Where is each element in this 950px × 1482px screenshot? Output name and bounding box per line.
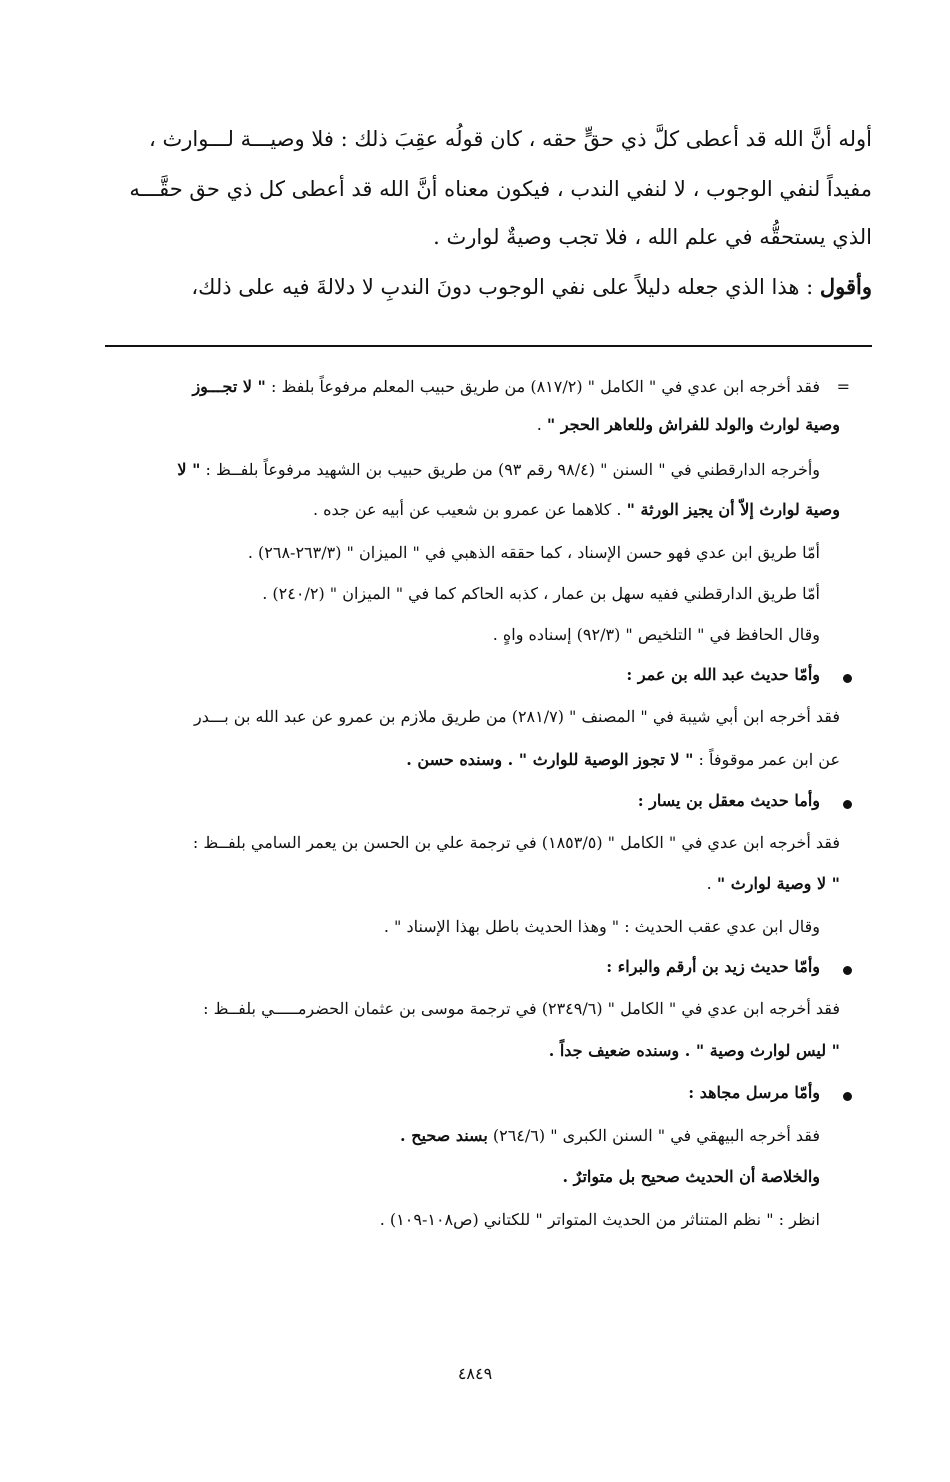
fn15-text: فقد أخرجه البيهقي في " السنن الكبرى " (٢٦٤/٦) [487,1126,820,1145]
aqulu-label: وأقول [819,274,872,299]
fn4-text: . كلاهما عن عمرو بن شعيب عن أبيه عن جده . [312,500,627,519]
fn11-quote: " لا وصية لوارث " [716,874,840,893]
section-heading-maqil: وأما حديث معقل بن يسار : [637,791,820,810]
main-line-1: أوله أنَّ الله قد أعطى كلَّ ذي حقٍّ حقه ، كان قولُه عقِبَ ذلك : فلا وصيـــة لـــوارث ، [149,127,872,151]
page-number: ٤٨٤٩ [457,1364,493,1383]
footnote-line-14: " ليس لوارث وصية " . وسنده ضعيف جداً . [548,1041,840,1060]
footnote-line-16: والخلاصة أن الحديث صحيح بل متواترٌ . [562,1167,820,1186]
footnote-line-10: فقد أخرجه ابن عدي في " الكامل " (١٨٥٣/٥) في ترجمة علي بن الحسن بن يعمر السامي بلفــظ : [192,833,840,852]
footnote-line-12: وقال ابن عدي عقب الحديث : " وهذا الحديث باطل بهذا الإسناد " . [383,917,820,936]
footnote-line-17: انظر : " نظم المتناثر من الحديث المتواتر " للكتاني (ص١٠٨-١٠٩) . [379,1210,820,1229]
fn2-text: . [536,415,547,434]
fn1-quote: " لا تجـــوز [192,377,266,396]
fn2-quote: وصية لوارث والولد للفراش وللعاهر الحجر " [546,415,840,434]
footnote-line-9 [406,750,840,770]
footnote-line-1 [192,377,820,397]
main-line-4-text: : هذا الذي جعله دليلاً على نفي الوجوب دونَ الندبِ لا دلالةَ فيه على ذلك، [191,275,820,299]
fn3-quote: " لا [177,460,201,479]
footnote-line-2 [537,415,840,435]
footnote-line-6: أمّا طريق الدارقطني ففيه سهل بن عمار ، كذبه الحاكم كما في " الميزان " (٢٤٠/٢) . [262,584,820,603]
bullet-2 [843,800,852,809]
fn3-text: وأخرجه الدارقطني في " السنن " (٩٨/٤ رقم ٩٣) من طريق حبيب بن الشهيد مرفوعاً بلفــظ : [200,460,820,479]
fn15-bold: بسند صحيح . [400,1126,488,1145]
footnote-line-8: فقد أخرجه ابن أبي شيبة في " المصنف " (٢٨١/٧) من طريق ملازم بن عمرو عن عبد الله بن بـــدر [194,707,840,726]
fn11-text: . [706,874,717,893]
main-line-3: الذي يستحقُّه في علم الله ، فلا تجب وصيةٌ لوارث . [433,225,872,249]
fn9-text: عن ابن عمر موقوفاً : [693,750,840,769]
footnote-line-11 [707,874,840,894]
bullet-1 [843,674,852,683]
footnote-line-5: أمّا طريق ابن عدي فهو حسن الإسناد ، كما حققه الذهبي في " الميزان " (٢٦٣/٣-٢٦٨) . [247,543,820,562]
footnote-line-7: وقال الحافظ في " التلخيص " (٩٢/٣) إسناده واهٍ . [492,625,820,644]
footnote-line-13: فقد أخرجه ابن عدي في " الكامل " (٢٣٤٩/٦) في ترجمة موسى بن عثمان الحضرمـــــي بلفــظ : [203,999,840,1018]
fn1-text: فقد أخرجه ابن عدي في " الكامل " (٨١٧/٢) من طريق حبيب المعلم مرفوعاً بلفظ : [265,377,820,396]
bullet-3 [843,966,852,975]
bullet-4 [843,1092,852,1101]
section-heading-zayd: وأمّا حديث زيد بن أرقم والبراء : [606,957,820,976]
footnote-line-3 [177,460,820,480]
continuation-mark: = [836,377,850,396]
main-line-4 [191,274,872,300]
footnote-line-15 [400,1126,820,1146]
fn4-quote: وصية لوارث إلاّ أن يجيز الورثة " [626,500,840,519]
section-heading-mujahid: وأمّا مرسل مجاهد : [688,1083,820,1102]
main-line-2: مفيداً لنفي الوجوب ، لا لنفي الندب ، فيكون معناه أنَّ الله قد أعطى كل ذي حق حقَّـــه [129,177,872,201]
section-heading-ibn-umar: وأمّا حديث عبد الله بن عمر : [626,665,820,684]
fn9-quote: " لا تجوز الوصية للوارث " . وسنده حسن . [406,750,694,769]
footnote-line-4 [313,500,840,520]
footnote-separator [105,345,872,347]
